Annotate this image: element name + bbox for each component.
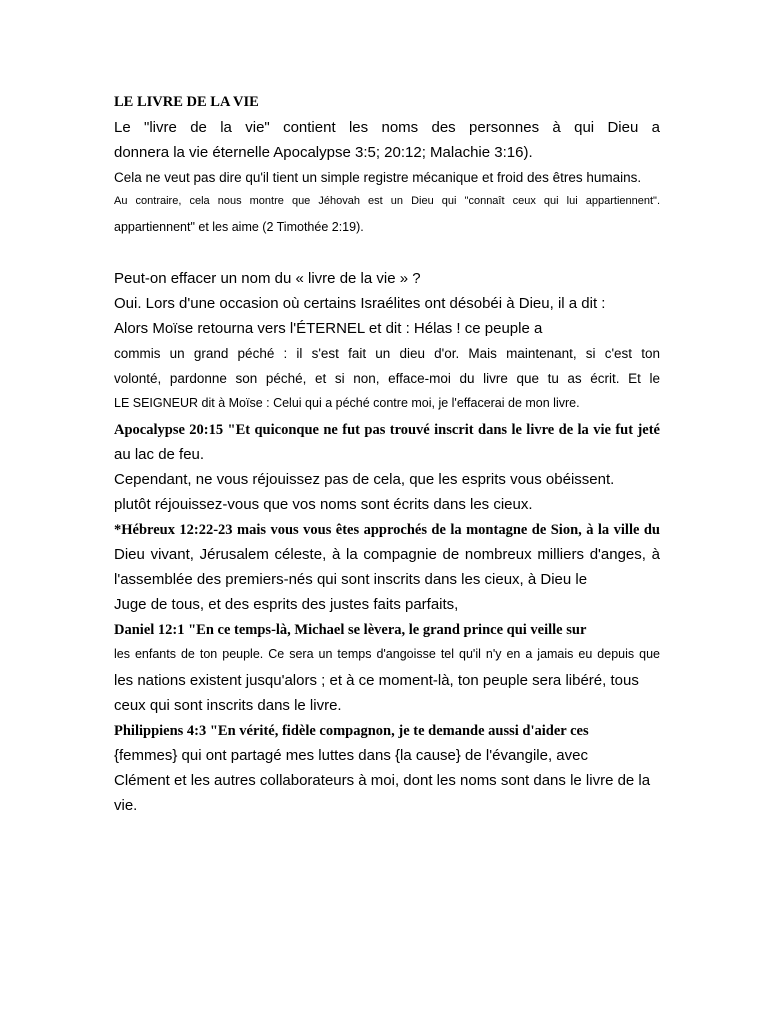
text-line: ceux qui sont inscrits dans le livre. (114, 697, 342, 714)
text-line: les nations existent jusqu'alors ; et à ce moment-là, ton peuple sera libéré, tous (114, 672, 639, 689)
text-line: au lac de feu. (114, 446, 205, 463)
text-line: Juge de tous, et des esprits des justes faits parfaits, (114, 596, 459, 613)
text-line: Dieu vivant, Jérusalem céleste, à la compagnie de nombreux milliers d'anges, à (114, 546, 660, 563)
text-line: les enfants de ton peuple. Ce sera un temps d'angoisse tel qu'il n'y en a jamais eu depuis que (114, 647, 660, 661)
text-line: Alors Moïse retourna vers l'ÉTERNEL et dit : Hélas ! ce peuple a (114, 320, 543, 337)
scripture-reference: Daniel 12:1 "En ce temps-là, Michael se lèvera, le grand prince qui veille sur (114, 622, 587, 638)
text-line: {femmes} qui ont partagé mes luttes dans {la cause} de l'évangile, avec (114, 747, 588, 764)
text-line: l'assemblée des premiers-nés qui sont inscrits dans les cieux, à Dieu le (114, 571, 588, 588)
text-line: Clément et les autres collaborateurs à moi, dont les noms sont dans le livre de la (114, 772, 651, 789)
scripture-reference: Apocalypse 20:15 "Et quiconque ne fut pas trouvé inscrit dans le livre de la vie fut jeté (114, 422, 660, 438)
text-line: Peut-on effacer un nom du « livre de la vie » ? (114, 270, 421, 287)
text-line: Cependant, ne vous réjouissez pas de cela, que les esprits vous obéissent. (114, 471, 615, 488)
text-line: Le "livre de la vie" contient les noms des personnes à qui Dieu a (114, 119, 660, 136)
scripture-reference: Philippiens 4:3 "En vérité, fidèle compagnon, je te demande aussi d'aider ces (114, 723, 589, 739)
text-line: vie. (114, 797, 138, 814)
text-line: plutôt réjouissez-vous que vos noms sont écrits dans les cieux. (114, 496, 533, 513)
text-line: commis un grand péché : il s'est fait un dieu d'or. Mais maintenant, si c'est ton (114, 346, 660, 361)
scripture-reference: *Hébreux 12:22-23 mais vous vous êtes approchés de la montagne de Sion, à la ville du (114, 522, 660, 538)
text-line: LE SEIGNEUR dit à Moïse : Celui qui a péché contre moi, je l'effacerai de mon livre. (114, 396, 580, 410)
text-line: Au contraire, cela nous montre que Jéhovah est un Dieu qui "connaît ceux qui lui appartiennent". (114, 195, 660, 207)
text-line: donnera la vie éternelle Apocalypse 3:5; 20:12; Malachie 3:16). (114, 144, 533, 161)
document-title: LE LIVRE DE LA VIE (114, 94, 259, 110)
text-line: appartiennent" et les aime (2 Timothée 2:19). (114, 220, 364, 234)
text-line: Cela ne veut pas dire qu'il tient un simple registre mécanique et froid des êtres humains. (114, 170, 642, 185)
text-line: Oui. Lors d'une occasion où certains Israélites ont désobéi à Dieu, il a dit : (114, 295, 606, 312)
text-line: volonté, pardonne son péché, et si non, efface-moi du livre que tu as écrit. Et le (114, 371, 660, 386)
